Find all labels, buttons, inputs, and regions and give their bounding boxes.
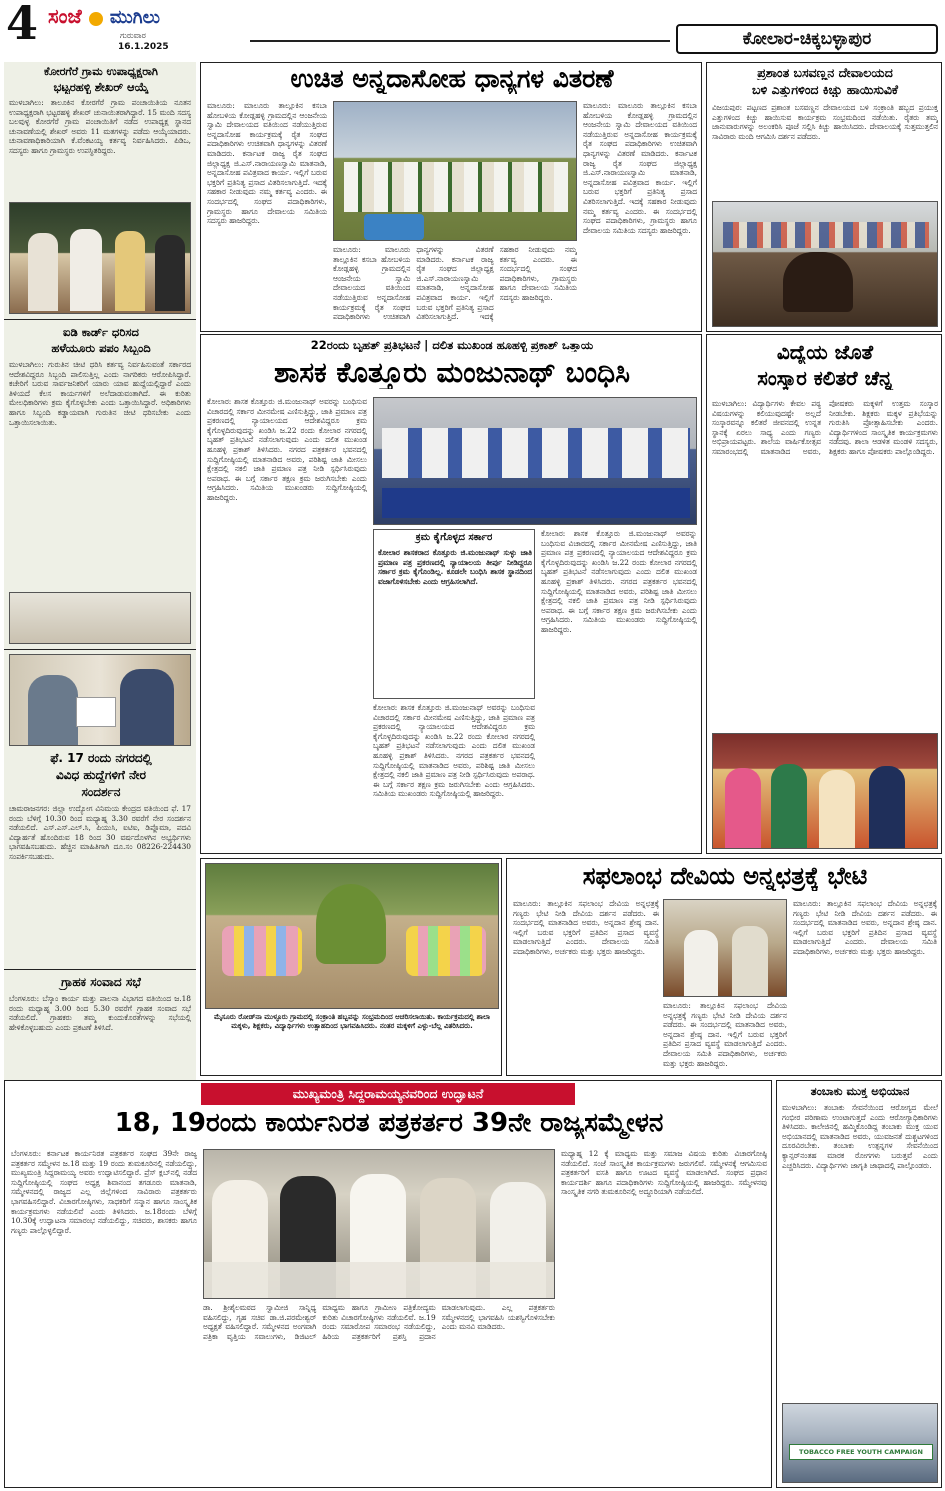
story-temple-visit-photo <box>663 899 787 997</box>
story-bull-festival-body: ವಿಜಯಪುರ: ಪಟ್ಟಣದ ಪ್ರಶಾಂತ ಬಸವಣ್ಣನ ದೇವಾಲಯದ ಬಳಿ ಸಂಕ್ರಾಂತಿ ಹಬ್ಬದ ಪ್ರಯುಕ್ತ ಎತ್ತುಗಳಿಂದ ಕಿಚ್ಚು ಹಾಯಿಸುವ ಕಾರ್ಯಕ್ರಮ ಸಂಭ್ರಮದಿಂದ ನಡೆಯಿತು. ರೈತರು ತಮ್ಮ ಜಾನುವಾರುಗಳನ್ನು ಅಲಂಕರಿಸಿ ಪೂಜೆ ಸಲ್ಲಿಸಿ ಕಿಚ್ಚು ಹಾಯಿಸಿದರು. ದೇವಾಲಯಕ್ಕೆ ಸುತ್ತಮುತ್ತಲಿನ ಸಾವಿರಾರು ಮಂದಿ ಆಗಮಿಸಿ ದರ್ಶನ ಪಡೆದರು. <box>712 103 938 141</box>
story-korgere-photo <box>9 202 191 314</box>
story-journalists-conference-photo <box>203 1149 555 1299</box>
page-number: 4 <box>6 0 39 50</box>
story-id-card-headline-1: ಐಡಿ ಕಾರ್ಡ್ ಧರಿಸದ <box>63 326 139 339</box>
story-mla-arrest-photo <box>373 397 697 525</box>
story-temple-visit-body-col3: ಮಾಲೂರು: ತಾಲ್ಲೂಕಿನ ಸಫಲಾಂಭ ದೇವಿಯ ಅನ್ನಛತ್ರಕ್ಕೆ ಗಣ್ಯರು ಭೇಟಿ ನೀಡಿ ದೇವಿಯ ದರ್ಶನ ಪಡೆದರು. ಈ ಸಂದರ್ಭದಲ್ಲಿ ಮಾತನಾಡಿದ ಅವರು, ಅನ್ನದಾನ ಶ್ರೇಷ್ಠ ದಾನ. ಇಲ್ಲಿಗೆ ಬರುವ ಭಕ್ತರಿಗೆ ಪ್ರತಿದಿನ ಪ್ರಸಾದ ವ್ಯವಸ್ಥೆ ಮಾಡಲಾಗುತ್ತಿದೆ ಎಂದರು. ದೇವಾಲಯ ಸಮಿತಿ ಪದಾಧಿಕಾರಿಗಳು, ಅರ್ಚಕರು ಮತ್ತು ಭಕ್ತರು ಹಾಜರಿದ್ದರು. <box>793 899 937 956</box>
story-mla-arrest-body-col1: ಕೋಲಾರ: ಶಾಸಕ ಕೊತ್ತೂರು ಜಿ.ಮಂಜುನಾಥ್ ಅವರನ್ನು ಬಂಧಿಸುವ ವಿಚಾರದಲ್ಲಿ ಸರ್ಕಾರ ಮೀನಮೇಷ ಎಣಿಸುತ್ತಿದ್ದು, ಜಾತಿ ಪ್ರಮಾಣ ಪತ್ರ ಪ್ರಕರಣದಲ್ಲಿ ನ್ಯಾಯಾಲಯದ ಆದೇಶವಿದ್ದರೂ ಕ್ರಮ ಕೈಗೊಳ್ಳದಿರುವುದನ್ನು ಖಂಡಿಸಿ ಜ.22 ರಂದು ಕೋಲಾರ ನಗರದಲ್ಲಿ ಬೃಹತ್ ಪ್ರತಿಭಟನೆ ನಡೆಸಲಾಗುವುದು ಎಂದು ದಲಿತ ಮುಖಂಡ ಹೂಹಳ್ಳಿ ಪ್ರಕಾಶ್ ತಿಳಿಸಿದರು. ನಗರದ ಪತ್ರಕರ್ತರ ಭವನದಲ್ಲಿ ಸುದ್ದಿಗೋಷ್ಠಿಯಲ್ಲಿ ಮಾತನಾಡಿದ ಅವರು, ಪರಿಶಿಷ್ಟ ಜಾತಿ ಮೀಸಲು ಕ್ಷೇತ್ರದಲ್ಲಿ ನಕಲಿ ಜಾತಿ ಪ್ರಮಾಣ ಪತ್ರ ನೀಡಿ ಸ್ಪರ್ಧಿಸಿರುವುದು ಅಪರಾಧ. ಈ ಬಗ್ಗೆ ಸರ್ಕಾರ ತಕ್ಷಣ ಕ್ರಮ ಜರುಗಿಸಬೇಕು ಎಂದು ಆಗ್ರಹಿಸಿದರು. ಸಮಿತಿಯ ಮುಖಂಡರು ಸುದ್ದಿಗೋಷ್ಠಿಯಲ್ಲಿ ಹಾಜರಿದ್ದರು. <box>207 397 367 502</box>
brand-name-2: ಮುಗಿಲು <box>109 7 160 28</box>
story-mla-arrest-inset-title: ಕ್ರಮ ಕೈಗೊಳ್ಳದ ಸರ್ಕಾರ <box>415 532 493 543</box>
story-grain-distribution-photo <box>333 101 577 241</box>
story-consumer-meet-body: ಬೆಂಗಳೂರು: ಬೆಸ್ಕಾಂ ಕಾರ್ಯ ಮತ್ತು ಪಾಲನಾ ವಿಭಾಗದ ವತಿಯಿಂದ ಜ.18 ರಂದು ಮಧ್ಯಾಹ್ನ 3.00 ರಿಂದ 5.30 ರವರೆಗೆ ಗ್ರಾಹಕ ಸಂವಾದ ಸಭೆ ನಡೆಯಲಿದೆ. ಗ್ರಾಹಕರು ತಮ್ಮ ಕುಂದುಕೊರತೆಗಳನ್ನು ಸಭೆಯಲ್ಲಿ ಹೇಳಿಕೊಳ್ಳಬಹುದು ಎಂದು ಪ್ರಕಟಣೆ ತಿಳಿಸಿದೆ. <box>9 994 191 1032</box>
story-mla-arrest-body-col3: ಕೋಲಾರ: ಶಾಸಕ ಕೊತ್ತೂರು ಜಿ.ಮಂಜುನಾಥ್ ಅವರನ್ನು ಬಂಧಿಸುವ ವಿಚಾರದಲ್ಲಿ ಸರ್ಕಾರ ಮೀನಮೇಷ ಎಣಿಸುತ್ತಿದ್ದು, ಜಾತಿ ಪ್ರಮಾಣ ಪತ್ರ ಪ್ರಕರಣದಲ್ಲಿ ನ್ಯಾಯಾಲಯದ ಆದೇಶವಿದ್ದರೂ ಕ್ರಮ ಕೈಗೊಳ್ಳದಿರುವುದನ್ನು ಖಂಡಿಸಿ ಜ.22 ರಂದು ಕೋಲಾರ ನಗರದಲ್ಲಿ ಬೃಹತ್ ಪ್ರತಿಭಟನೆ ನಡೆಸಲಾಗುವುದು ಎಂದು ದಲಿತ ಮುಖಂಡ ಹೂಹಳ್ಳಿ ಪ್ರಕಾಶ್ ತಿಳಿಸಿದರು. ನಗರದ ಪತ್ರಕರ್ತರ ಭವನದಲ್ಲಿ ಸುದ್ದಿಗೋಷ್ಠಿಯಲ್ಲಿ ಮಾತನಾಡಿದ ಅವರು, ಪರಿಶಿಷ್ಟ ಜಾತಿ ಮೀಸಲು ಕ್ಷೇತ್ರದಲ್ಲಿ ನಕಲಿ ಜಾತಿ ಪ್ರಮಾಣ ಪತ್ರ ನೀಡಿ ಸ್ಪರ್ಧಿಸಿರುವುದು ಅಪರಾಧ. ಈ ಬಗ್ಗೆ ಸರ್ಕಾರ ತಕ್ಷಣ ಕ್ರಮ ಜರುಗಿಸಬೇಕು ಎಂದು ಆಗ್ರಹಿಸಿದರು. ಸಮಿತಿಯ ಮುಖಂಡರು ಸುದ್ದಿಗೋಷ್ಠಿಯಲ್ಲಿ ಹಾಜರಿದ್ದರು. <box>373 703 535 799</box>
story-bull-festival <box>706 62 942 332</box>
cm-banner <box>201 1083 575 1105</box>
sankranti-photo-caption: ಮೈಸೂರು ರೋಡ್‌ನಾ ಮುಳ್ಳೂರು ಗ್ರಾಮದಲ್ಲಿ ಸಂಕ್ರಾಂತಿ ಹಬ್ಬವನ್ನು ಸಂಭ್ರಮದಿಂದ ಆಚರಿಸಲಾಯಿತು. ಕಾರ್ಯಕ್ರಮದಲ್ಲಿ ಶಾಲಾ ಮಕ್ಕಳು, ಶಿಕ್ಷಕರು, ವಿದ್ಯಾರ್ಥಿಗಳು ಉತ್ಸಾಹದಿಂದ ಭಾಗವಹಿಸಿದರು. ನಂತರ ಮಕ್ಕಳಿಗೆ ಎಳ್ಳು-ಬೆಲ್ಲ ವಿತರಿಸಿದರು. <box>214 1013 490 1030</box>
sankranti-photo <box>205 863 499 1009</box>
story-education-values <box>706 334 942 854</box>
story-temple-visit-headline: ಸಫಲಾಂಭ ದೇವಿಯ ಅನ್ನಛತ್ರಕ್ಕೆ ಭೇಟಿ <box>582 863 868 890</box>
story-tobacco-campaign <box>776 1080 942 1488</box>
masthead <box>0 0 945 58</box>
masthead-weekday: ಗುರುವಾರ <box>120 31 146 40</box>
story-interview-headline-3: ಸಂದರ್ಶನ <box>81 786 121 799</box>
story-grain-distribution <box>200 62 702 332</box>
story-consumer-meet <box>4 972 196 1072</box>
story-consumer-meet-headline: ಗ್ರಾಹಕ ಸಂವಾದ ಸಭೆ <box>61 976 141 989</box>
story-mla-arrest-kicker: 22ರಂದು ಬೃಹತ್ ಪ್ರತಿಭಟನೆ | ದಲಿತ ಮುಖಂಡ ಹೂಹಳ್ಳಿ ಪ್ರಕಾಶ್ ಒತ್ತಾಯ <box>310 339 594 352</box>
story-id-card <box>4 322 196 650</box>
section-label <box>676 24 938 54</box>
cm-banner-text: ಮುಖ್ಯಮಂತ್ರಿ ಸಿದ್ದರಾಮಯ್ಯನವರಿಂದ ಉದ್ಘಾಟನೆ <box>292 1086 484 1101</box>
story-korgere <box>4 62 196 320</box>
story-korgere-headline-2: ಭಟ್ಟರಹಳ್ಳಿ ಶೇಖರ್ ಆಯ್ಕೆ <box>53 81 149 94</box>
story-korgere-headline-1: ಕೋರಗೆರೆ ಗ್ರಾಮ ಉಪಾಧ್ಯಕ್ಷರಾಗಿ <box>44 66 158 78</box>
story-korgere-body: ಮುಳಬಾಗಿಲು: ತಾಲೂಕಿನ ಕೋರಗೆರೆ ಗ್ರಾಮ ಪಂಚಾಯಿತಿಯ ನೂತನ ಉಪಾಧ್ಯಕ್ಷರಾಗಿ ಭಟ್ಟರಹಳ್ಳಿ ಶೇಖರ್ ಚುನಾಯಿತರಾಗಿದ್ದಾರೆ. 15 ಮಂದಿ ಸದಸ್ಯ ಬಲವುಳ್ಳ ಕೋರಗೆರೆ ಗ್ರಾಮ ಪಂಚಾಯಿತಿಗೆ ನಡೆದ ಉಪಾಧ್ಯಕ್ಷ ಸ್ಥಾನದ ಚುನಾವಣೆಯಲ್ಲಿ ಶೇಖರ್ ಅವರು 11 ಮತಗಳನ್ನು ಪಡೆದು ಆಯ್ಕೆಯಾದರು. ಚುನಾವಣಾಧಿಕಾರಿಯಾಗಿ ಕೆ.ವೆಂಕಟಯ್ಯ ಕರ್ತವ್ಯ ನಿರ್ವಹಿಸಿದರು. ಪಿಡಿಒ, ಸದಸ್ಯರು ಹಾಗೂ ಗ್ರಾಮಸ್ಥರು ಉಪಸ್ಥಿತರಿದ್ದರು. <box>9 98 191 155</box>
story-interview-headline-1: ಫೆ. 17 ರಂದು ನಗರದಲ್ಲಿ <box>50 752 152 765</box>
brand-name-1: ಸಂಜೆ <box>48 4 82 28</box>
story-bull-festival-headline-1: ಪ್ರಶಾಂತ ಬಸವಣ್ಣನ ದೇವಾಲಯದ <box>757 66 893 80</box>
story-journalists-conference-body-center: ಡಾ. ಶ್ರೀಶೈಲಮಠದ ಸ್ವಾಮೀಜಿ ಸಾನ್ನಿಧ್ಯ ವಹಿಸಲಿದ್ದು, ಗೃಹ ಸಚಿವ ಡಾ.ಜಿ.ಪರಮೇಶ್ವರ್ ಅಧ್ಯಕ್ಷತೆ ವಹಿಸಲಿದ್ದಾರೆ. ಸಮ್ಮೇಳನದ ಅಂಗವಾಗಿ ಪತ್ರಿಕಾ ವೃತ್ತಿಯ ಸವಾಲುಗಳು, ಡಿಜಿಟಲ್ ಮಾಧ್ಯಮ ಹಾಗೂ ಗ್ರಾಮೀಣ ಪತ್ರಿಕೋದ್ಯಮ ಕುರಿತು ವಿಚಾರಗೋಷ್ಠಿಗಳು ನಡೆಯಲಿವೆ. ಜ.19 ರಂದು ಸಮಾರೋಪ ಸಮಾರಂಭ ನಡೆಯಲಿದ್ದು, ಹಿರಿಯ ಪತ್ರಕರ್ತರಿಗೆ ಪ್ರಶಸ್ತಿ ಪ್ರದಾನ ಮಾಡಲಾಗುವುದು. ಎಲ್ಲ ಪತ್ರಕರ್ತರು ಸಮ್ಮೇಳನದಲ್ಲಿ ಭಾಗವಹಿಸಿ ಯಶಸ್ವಿಗೊಳಿಸಬೇಕು ಎಂದು ಮನವಿ ಮಾಡಿದರು. <box>203 1303 555 1341</box>
story-education-values-headline-2: ಸಂಸ್ಕಾರ ಕಲಿತರೆ ಚೆನ್ನ <box>757 367 893 390</box>
story-grain-distribution-body-col1: ಮಾಲೂರು: ಮಾಲೂರು ತಾಲ್ಲೂಕಿನ ಕಸಬಾ ಹೋಬಳಿಯ ಕೋಡ್ಲಹಳ್ಳಿ ಗ್ರಾಮದಲ್ಲಿನ ಆಂಜನೇಯ ಸ್ವಾಮಿ ದೇವಾಲಯದ ವತಿಯಿಂದ ನಡೆಯುತ್ತಿರುವ ಅನ್ನದಾಸೋಹ ಕಾರ್ಯಕ್ರಮಕ್ಕೆ ರೈತ ಸಂಘದ ಪದಾಧಿಕಾರಿಗಳು ಉಚಿತವಾಗಿ ಧಾನ್ಯಗಳನ್ನು ವಿತರಣೆ ಮಾಡಿದರು. ಕರ್ನಾಟಕ ರಾಜ್ಯ ರೈತ ಸಂಘದ ಜಿಲ್ಲಾಧ್ಯಕ್ಷ ಜಿ.ಎಸ್.ನಾರಾಯಣಸ್ವಾಮಿ ಮಾತನಾಡಿ, ಅನ್ನದಾಸೋಹ ಪವಿತ್ರವಾದ ಕಾರ್ಯ. ಇಲ್ಲಿಗೆ ಬರುವ ಭಕ್ತರಿಗೆ ಪ್ರತಿನಿತ್ಯ ಪ್ರಸಾದ ವಿತರಿಸಲಾಗುತ್ತಿದೆ. ಇದಕ್ಕೆ ಸಹಕಾರ ನೀಡುವುದು ನಮ್ಮ ಕರ್ತವ್ಯ ಎಂದರು. ಈ ಸಂದರ್ಭದಲ್ಲಿ ಸಂಘದ ಪದಾಧಿಕಾರಿಗಳು, ಗ್ರಾಮಸ್ಥರು ಹಾಗೂ ದೇವಾಲಯ ಸಮಿತಿಯ ಸದಸ್ಯರು ಹಾಜರಿದ್ದರು. <box>207 101 327 226</box>
story-interview <box>4 652 196 970</box>
story-mla-arrest-inset-body: ಕೋಲಾರ ಶಾಸಕರಾದ ಕೊತ್ತೂರು ಜಿ.ಮಂಜುನಾಥ್ ಸುಳ್ಳು ಜಾತಿ ಪ್ರಮಾಣ ಪತ್ರ ಪ್ರಕರಣದಲ್ಲಿ ನ್ಯಾಯಾಲಯ ತೀರ್ಪು ನೀಡಿದ್ದರೂ ಸರ್ಕಾರ ಕ್ರಮ ಕೈಗೊಂಡಿಲ್ಲ. ಕೂಡಲೇ ಬಂಧಿಸಿ ಶಾಸಕ ಸ್ಥಾನದಿಂದ ವಜಾಗೊಳಿಸಬೇಕು ಎಂದು ಆಗ್ರಹಿಸಲಾಗಿದೆ. <box>378 548 532 586</box>
story-grain-distribution-body-col2: ಮಾಲೂರು: ಮಾಲೂರು ತಾಲ್ಲೂಕಿನ ಕಸಬಾ ಹೋಬಳಿಯ ಕೋಡ್ಲಹಳ್ಳಿ ಗ್ರಾಮದಲ್ಲಿನ ಆಂಜನೇಯ ಸ್ವಾಮಿ ದೇವಾಲಯದ ವತಿಯಿಂದ ನಡೆಯುತ್ತಿರುವ ಅನ್ನದಾಸೋಹ ಕಾರ್ಯಕ್ರಮಕ್ಕೆ ರೈತ ಸಂಘದ ಪದಾಧಿಕಾರಿಗಳು ಉಚಿತವಾಗಿ ಧಾನ್ಯಗಳನ್ನು ವಿತರಣೆ ಮಾಡಿದರು. ಕರ್ನಾಟಕ ರಾಜ್ಯ ರೈತ ಸಂಘದ ಜಿಲ್ಲಾಧ್ಯಕ್ಷ ಜಿ.ಎಸ್.ನಾರಾಯಣಸ್ವಾಮಿ ಮಾತನಾಡಿ, ಅನ್ನದಾಸೋಹ ಪವಿತ್ರವಾದ ಕಾರ್ಯ. ಇಲ್ಲಿಗೆ ಬರುವ ಭಕ್ತರಿಗೆ ಪ್ರತಿನಿತ್ಯ ಪ್ರಸಾದ ವಿತರಿಸಲಾಗುತ್ತಿದೆ. ಇದಕ್ಕೆ ಸಹಕಾರ ನೀಡುವುದು ನಮ್ಮ ಕರ್ತವ್ಯ ಎಂದರು. ಈ ಸಂದರ್ಭದಲ್ಲಿ ಸಂಘದ ಪದಾಧಿಕಾರಿಗಳು, ಗ್ರಾಮಸ್ಥರು ಹಾಗೂ ದೇವಾಲಯ ಸಮಿತಿಯ ಸದಸ್ಯರು ಹಾಜರಿದ್ದರು. <box>333 245 577 322</box>
story-grain-distribution-body-col3: ಮಾಲೂರು: ಮಾಲೂರು ತಾಲ್ಲೂಕಿನ ಕಸಬಾ ಹೋಬಳಿಯ ಕೋಡ್ಲಹಳ್ಳಿ ಗ್ರಾಮದಲ್ಲಿನ ಆಂಜನೇಯ ಸ್ವಾಮಿ ದೇವಾಲಯದ ವತಿಯಿಂದ ನಡೆಯುತ್ತಿರುವ ಅನ್ನದಾಸೋಹ ಕಾರ್ಯಕ್ರಮಕ್ಕೆ ರೈತ ಸಂಘದ ಪದಾಧಿಕಾರಿಗಳು ಉಚಿತವಾಗಿ ಧಾನ್ಯಗಳನ್ನು ವಿತರಣೆ ಮಾಡಿದರು. ಕರ್ನಾಟಕ ರಾಜ್ಯ ರೈತ ಸಂಘದ ಜಿಲ್ಲಾಧ್ಯಕ್ಷ ಜಿ.ಎಸ್.ನಾರಾಯಣಸ್ವಾಮಿ ಮಾತನಾಡಿ, ಅನ್ನದಾಸೋಹ ಪವಿತ್ರವಾದ ಕಾರ್ಯ. ಇಲ್ಲಿಗೆ ಬರುವ ಭಕ್ತರಿಗೆ ಪ್ರತಿನಿತ್ಯ ಪ್ರಸಾದ ವಿತರಿಸಲಾಗುತ್ತಿದೆ. ಇದಕ್ಕೆ ಸಹಕಾರ ನೀಡುವುದು ನಮ್ಮ ಕರ್ತವ್ಯ ಎಂದರು. ಈ ಸಂದರ್ಭದಲ್ಲಿ ಸಂಘದ ಪದಾಧಿಕಾರಿಗಳು, ಗ್ರಾಮಸ್ಥರು ಹಾಗೂ ದೇವಾಲಯ ಸಮಿತಿಯ ಸದಸ್ಯರು ಹಾಜರಿದ್ದರು. <box>583 101 697 235</box>
story-education-values-body: ಮುಳಬಾಗಿಲು: ವಿದ್ಯಾರ್ಥಿಗಳು ಕೇವಲ ಪಠ್ಯ ವಿಷಯಗಳನ್ನು ಕಲಿಯುವುದಷ್ಟೇ ಅಲ್ಲದೆ ಸಂಸ್ಕಾರವನ್ನೂ ಕಲಿತರೆ ಜೀವನದಲ್ಲಿ ಉನ್ನತ ಸ್ಥಾನಕ್ಕೆ ಏರಲು ಸಾಧ್ಯ ಎಂದು ಗಣ್ಯರು ಅಭಿಪ್ರಾಯಪಟ್ಟರು. ಶಾಲೆಯ ವಾರ್ಷಿಕೋತ್ಸವ ಸಮಾರಂಭದಲ್ಲಿ ಮಾತನಾಡಿದ ಅವರು, ಪೋಷಕರು ಮಕ್ಕಳಿಗೆ ಉತ್ತಮ ಸಂಸ್ಕಾರ ನೀಡಬೇಕು. ಶಿಕ್ಷಕರು ಮಕ್ಕಳ ಪ್ರತಿಭೆಯನ್ನು ಗುರುತಿಸಿ ಪ್ರೋತ್ಸಾಹಿಸಬೇಕು ಎಂದರು. ವಿದ್ಯಾರ್ಥಿಗಳಿಂದ ಸಾಂಸ್ಕೃತಿಕ ಕಾರ್ಯಕ್ರಮಗಳು ನಡೆದವು. ಶಾಲಾ ಆಡಳಿತ ಮಂಡಳಿ ಸದಸ್ಯರು, ಶಿಕ್ಷಕರು ಹಾಗೂ ಪೋಷಕರು ಪಾಲ್ಗೊಂಡಿದ್ದರು. <box>712 399 938 456</box>
story-tobacco-campaign-headline: ತಂಬಾಕು ಮುಕ್ತ ಅಭಿಯಾನ <box>810 1085 910 1098</box>
story-interview-headline-2: ವಿವಿಧ ಹುದ್ದೆಗಳಿಗೆ ನೇರ <box>55 769 146 782</box>
story-mla-arrest-body-col2: ಕೋಲಾರ: ಶಾಸಕ ಕೊತ್ತೂರು ಜಿ.ಮಂಜುನಾಥ್ ಅವರನ್ನು ಬಂಧಿಸುವ ವಿಚಾರದಲ್ಲಿ ಸರ್ಕಾರ ಮೀನಮೇಷ ಎಣಿಸುತ್ತಿದ್ದು, ಜಾತಿ ಪ್ರಮಾಣ ಪತ್ರ ಪ್ರಕರಣದಲ್ಲಿ ನ್ಯಾಯಾಲಯದ ಆದೇಶವಿದ್ದರೂ ಕ್ರಮ ಕೈಗೊಳ್ಳದಿರುವುದನ್ನು ಖಂಡಿಸಿ ಜ.22 ರಂದು ಕೋಲಾರ ನಗರದಲ್ಲಿ ಬೃಹತ್ ಪ್ರತಿಭಟನೆ ನಡೆಸಲಾಗುವುದು ಎಂದು ದಲಿತ ಮುಖಂಡ ಹೂಹಳ್ಳಿ ಪ್ರಕಾಶ್ ತಿಳಿಸಿದರು. ನಗರದ ಪತ್ರಕರ್ತರ ಭವನದಲ್ಲಿ ಸುದ್ದಿಗೋಷ್ಠಿಯಲ್ಲಿ ಮಾತನಾಡಿದ ಅವರು, ಪರಿಶಿಷ್ಟ ಜಾತಿ ಮೀಸಲು ಕ್ಷೇತ್ರದಲ್ಲಿ ನಕಲಿ ಜಾತಿ ಪ್ರಮಾಣ ಪತ್ರ ನೀಡಿ ಸ್ಪರ್ಧಿಸಿರುವುದು ಅಪರಾಧ. ಈ ಬಗ್ಗೆ ಸರ್ಕಾರ ತಕ್ಷಣ ಕ್ರಮ ಜರುಗಿಸಬೇಕು ಎಂದು ಆಗ್ರಹಿಸಿದರು. ಸಮಿತಿಯ ಮುಖಂಡರು ಸುದ್ದಿಗೋಷ್ಠಿಯಲ್ಲಿ ಹಾಜರಿದ್ದರು. <box>541 529 697 634</box>
tobacco-banner-text: TOBACCO FREE YOUTH CAMPAIGN <box>799 1448 923 1456</box>
story-temple-visit-body-col2: ಮಾಲೂರು: ತಾಲ್ಲೂಕಿನ ಸಫಲಾಂಭ ದೇವಿಯ ಅನ್ನಛತ್ರಕ್ಕೆ ಗಣ್ಯರು ಭೇಟಿ ನೀಡಿ ದೇವಿಯ ದರ್ಶನ ಪಡೆದರು. ಈ ಸಂದರ್ಭದಲ್ಲಿ ಮಾತನಾಡಿದ ಅವರು, ಅನ್ನದಾನ ಶ್ರೇಷ್ಠ ದಾನ. ಇಲ್ಲಿಗೆ ಬರುವ ಭಕ್ತರಿಗೆ ಪ್ರತಿದಿನ ಪ್ರಸಾದ ವ್ಯವಸ್ಥೆ ಮಾಡಲಾಗುತ್ತಿದೆ ಎಂದರು. ದೇವಾಲಯ ಸಮಿತಿ ಪದಾಧಿಕಾರಿಗಳು, ಅರ್ಚಕರು ಮತ್ತು ಭಕ್ತರು ಹಾಜರಿದ್ದರು. <box>663 1001 787 1068</box>
story-id-card-photo <box>9 592 191 644</box>
masthead-rule <box>250 40 670 42</box>
sankranti-photo-story <box>200 858 502 1076</box>
sun-icon <box>89 12 103 26</box>
story-tobacco-campaign-body: ಮುಳಬಾಗಿಲು: ತಂಬಾಕು ಸೇವನೆಯಿಂದ ಆರೋಗ್ಯದ ಮೇಲೆ ಗಂಭೀರ ಪರಿಣಾಮ ಉಂಟಾಗುತ್ತದೆ ಎಂದು ಆರೋಗ್ಯಾಧಿಕಾರಿಗಳು ತಿಳಿಸಿದರು. ಕಾಲೇಜಿನಲ್ಲಿ ಹಮ್ಮಿಕೊಂಡಿದ್ದ ತಂಬಾಕು ಮುಕ್ತ ಯುವ ಅಭಿಯಾನದಲ್ಲಿ ಮಾತನಾಡಿದ ಅವರು, ಯುವಜನತೆ ದುಶ್ಚಟಗಳಿಂದ ದೂರವಿರಬೇಕು. ತಂಬಾಕು ಉತ್ಪನ್ನಗಳ ಸೇವನೆಯಿಂದ ಕ್ಯಾನ್ಸರ್‌ನಂತಹ ಮಾರಕ ರೋಗಗಳು ಬರುತ್ತವೆ ಎಂದು ಎಚ್ಚರಿಸಿದರು. ವಿದ್ಯಾರ್ಥಿಗಳು ಜಾಗೃತಿ ಜಾಥಾದಲ್ಲಿ ಪಾಲ್ಗೊಂಡರು. <box>782 1103 938 1170</box>
story-journalists-conference <box>4 1080 772 1488</box>
story-journalists-conference-body-left: ಬೆಂಗಳೂರು: ಕರ್ನಾಟಕ ಕಾರ್ಯನಿರತ ಪತ್ರಕರ್ತರ ಸಂಘದ 39ನೇ ರಾಜ್ಯ ಪತ್ರಕರ್ತರ ಸಮ್ಮೇಳನ ಜ.18 ಮತ್ತು 19 ರಂದು ತುಮಕೂರಿನಲ್ಲಿ ನಡೆಯಲಿದ್ದು, ಮುಖ್ಯಮಂತ್ರಿ ಸಿದ್ದರಾಮಯ್ಯ ಅವರು ಉದ್ಘಾಟಿಸಲಿದ್ದಾರೆ. ಪ್ರೆಸ್ ಕ್ಲಬ್‌ನಲ್ಲಿ ನಡೆದ ಸುದ್ದಿಗೋಷ್ಠಿಯಲ್ಲಿ ಸಂಘದ ಅಧ್ಯಕ್ಷ ಶಿವಾನಂದ ತಗಡೂರು ಮಾತನಾಡಿ, ಸಮ್ಮೇಳನದಲ್ಲಿ ರಾಜ್ಯದ ಎಲ್ಲ ಜಿಲ್ಲೆಗಳಿಂದ ಸಾವಿರಾರು ಪತ್ರಕರ್ತರು ಭಾಗವಹಿಸಲಿದ್ದಾರೆ. ವಿಚಾರಗೋಷ್ಠಿಗಳು, ಸಾಧಕರಿಗೆ ಸನ್ಮಾನ ಹಾಗೂ ಸಾಂಸ್ಕೃತಿಕ ಕಾರ್ಯಕ್ರಮಗಳು ನಡೆಯಲಿವೆ ಎಂದು ತಿಳಿಸಿದರು. ಜ.18ರಂದು ಬೆಳಿಗ್ಗೆ 10.30ಕ್ಕೆ ಉದ್ಘಾಟನಾ ಸಮಾರಂಭ ನಡೆಯಲಿದ್ದು, ಸಚಿವರು, ಶಾಸಕರು ಹಾಗೂ ಗಣ್ಯರು ಪಾಲ್ಗೊಳ್ಳಲಿದ್ದಾರೆ. <box>11 1149 197 1235</box>
story-interview-body: ಚಾಮರಾಜನಗರ: ಜಿಲ್ಲಾ ಉದ್ಯೋಗ ವಿನಿಮಯ ಕೇಂದ್ರದ ವತಿಯಿಂದ ಫೆ. 17 ರಂದು ಬೆಳಿಗ್ಗೆ 10.30 ರಿಂದ ಮಧ್ಯಾಹ್ನ 3.30 ರವರೆಗೆ ನೇರ ಸಂದರ್ಶನ ನಡೆಯಲಿದೆ. ಎಸ್.ಎಸ್.ಎಲ್.ಸಿ, ಪಿಯುಸಿ, ಐಟಿಐ, ಡಿಪ್ಲೊಮಾ, ಪದವಿ ವಿದ್ಯಾರ್ಹತೆ ಹೊಂದಿರುವ 18 ರಿಂದ 30 ವರ್ಷದೊಳಗಿನ ಅಭ್ಯರ್ಥಿಗಳು ಭಾಗವಹಿಸಬಹುದು. ಹೆಚ್ಚಿನ ಮಾಹಿತಿಗಾಗಿ ದೂ.ಸಂ 08226-224430 ಸಂಪರ್ಕಿಸಬಹುದು. <box>9 804 191 861</box>
story-journalists-conference-body-right: ಮಧ್ಯಾಹ್ನ 12 ಕ್ಕೆ ಮಾಧ್ಯಮ ಮತ್ತು ಸಮಾಜ ವಿಷಯ ಕುರಿತು ವಿಚಾರಗೋಷ್ಠಿ ನಡೆಯಲಿದೆ. ಸಂಜೆ ಸಾಂಸ್ಕೃತಿಕ ಕಾರ್ಯಕ್ರಮಗಳು ಜರುಗಲಿವೆ. ಸಮ್ಮೇಳನಕ್ಕೆ ಆಗಮಿಸುವ ಪತ್ರಕರ್ತರಿಗೆ ವಸತಿ ಹಾಗೂ ಊಟದ ವ್ಯವಸ್ಥೆ ಮಾಡಲಾಗಿದೆ. ಸಂಘದ ಪ್ರಧಾನ ಕಾರ್ಯದರ್ಶಿ ಹಾಗೂ ಪದಾಧಿಕಾರಿಗಳು ಸುದ್ದಿಗೋಷ್ಠಿಯಲ್ಲಿ ಹಾಜರಿದ್ದರು. ಸಮ್ಮೇಳನವು ಸಾಂಸ್ಕೃತಿಕ ನಗರಿ ತುಮಕೂರಿನಲ್ಲಿ ಅದ್ದೂರಿಯಾಗಿ ನಡೆಯಲಿದೆ. <box>561 1149 767 1197</box>
story-mla-arrest-inset <box>373 529 535 699</box>
story-tobacco-campaign-photo <box>782 1403 938 1483</box>
brand-logo <box>48 4 248 32</box>
masthead-date: 16.1.2025 <box>118 42 169 52</box>
story-temple-visit <box>506 858 942 1076</box>
story-interview-photo <box>9 654 191 746</box>
story-mla-arrest <box>200 334 702 854</box>
story-mla-arrest-headline: ಶಾಸಕ ಕೊತ್ತೂರು ಮಂಜುನಾಥ್ ಬಂಧಿಸಿ <box>273 357 630 389</box>
story-journalists-conference-headline: 18, 19ರಂದು ಕಾರ್ಯನಿರತ ಪತ್ರಕರ್ತರ 39ನೇ ರಾಜ್ಯಸಮ್ಮೇಳನ <box>114 1109 664 1138</box>
story-education-values-headline-1: ವಿದ್ಯೆಯ ಜೊತೆ <box>776 341 874 364</box>
story-bull-festival-photo <box>712 201 938 327</box>
story-grain-distribution-headline: ಉಚಿತ ಅನ್ನದಾಸೋಹ ಧಾನ್ಯಗಳ ವಿತರಣೆ <box>290 65 614 93</box>
story-bull-festival-headline-2: ಬಳಿ ಎತ್ತುಗಳಿಂದ ಕಿಚ್ಚು ಹಾಯಿಸುವಿಕೆ <box>751 83 899 97</box>
story-temple-visit-body-col1: ಮಾಲೂರು: ತಾಲ್ಲೂಕಿನ ಸಫಲಾಂಭ ದೇವಿಯ ಅನ್ನಛತ್ರಕ್ಕೆ ಗಣ್ಯರು ಭೇಟಿ ನೀಡಿ ದೇವಿಯ ದರ್ಶನ ಪಡೆದರು. ಈ ಸಂದರ್ಭದಲ್ಲಿ ಮಾತನಾಡಿದ ಅವರು, ಅನ್ನದಾನ ಶ್ರೇಷ್ಠ ದಾನ. ಇಲ್ಲಿಗೆ ಬರುವ ಭಕ್ತರಿಗೆ ಪ್ರತಿದಿನ ಪ್ರಸಾದ ವ್ಯವಸ್ಥೆ ಮಾಡಲಾಗುತ್ತಿದೆ ಎಂದರು. ದೇವಾಲಯ ಸಮಿತಿ ಪದಾಧಿಕಾರಿಗಳು, ಅರ್ಚಕರು ಮತ್ತು ಭಕ್ತರು ಹಾಜರಿದ್ದರು. <box>513 899 659 956</box>
story-id-card-body: ಮುಳಬಾಗಿಲು: ಗುರುತಿನ ಚೀಟಿ ಧರಿಸಿ ಕರ್ತವ್ಯ ನಿರ್ವಹಿಸುವಂತೆ ಸರ್ಕಾರದ ಆದೇಶವಿದ್ದರೂ ಸಿಬ್ಬಂದಿ ಪಾಲಿಸುತ್ತಿಲ್ಲ ಎಂದು ನಾಗರಿಕರು ಆರೋಪಿಸಿದ್ದಾರೆ. ಕಚೇರಿಗೆ ಬರುವ ಸಾರ್ವಜನಿಕರಿಗೆ ಯಾರು ಯಾವ ಹುದ್ದೆಯಲ್ಲಿದ್ದಾರೆ ಎಂದು ತಿಳಿಯದೆ ಕೆಲಸ ಕಾರ್ಯಗಳಿಗೆ ಅಲೆದಾಡುವಂತಾಗಿದೆ. ಈ ಕುರಿತು ಮೇಲಧಿಕಾರಿಗಳು ಕ್ರಮ ಕೈಗೊಳ್ಳಬೇಕು ಎಂದು ಒತ್ತಾಯಿಸಿದ್ದಾರೆ. ಅಧಿಕಾರಿಗಳು ಹಾಗೂ ಸಿಬ್ಬಂದಿ ಕಡ್ಡಾಯವಾಗಿ ಗುರುತಿನ ಚೀಟಿ ಧರಿಸಬೇಕು ಎಂದು ಒತ್ತಾಯಿಸಲಾಯಿತು. <box>9 360 191 427</box>
story-education-values-photo <box>712 733 938 849</box>
section-label-text: ಕೋಲಾರ-ಚಿಕ್ಕಬಳ್ಳಾಪುರ <box>742 29 872 49</box>
story-id-card-headline-2: ಹಳೆಯೂರು ಪಪಂ ಸಿಬ್ಬಂದಿ <box>51 342 151 355</box>
tobacco-banner <box>789 1444 933 1460</box>
